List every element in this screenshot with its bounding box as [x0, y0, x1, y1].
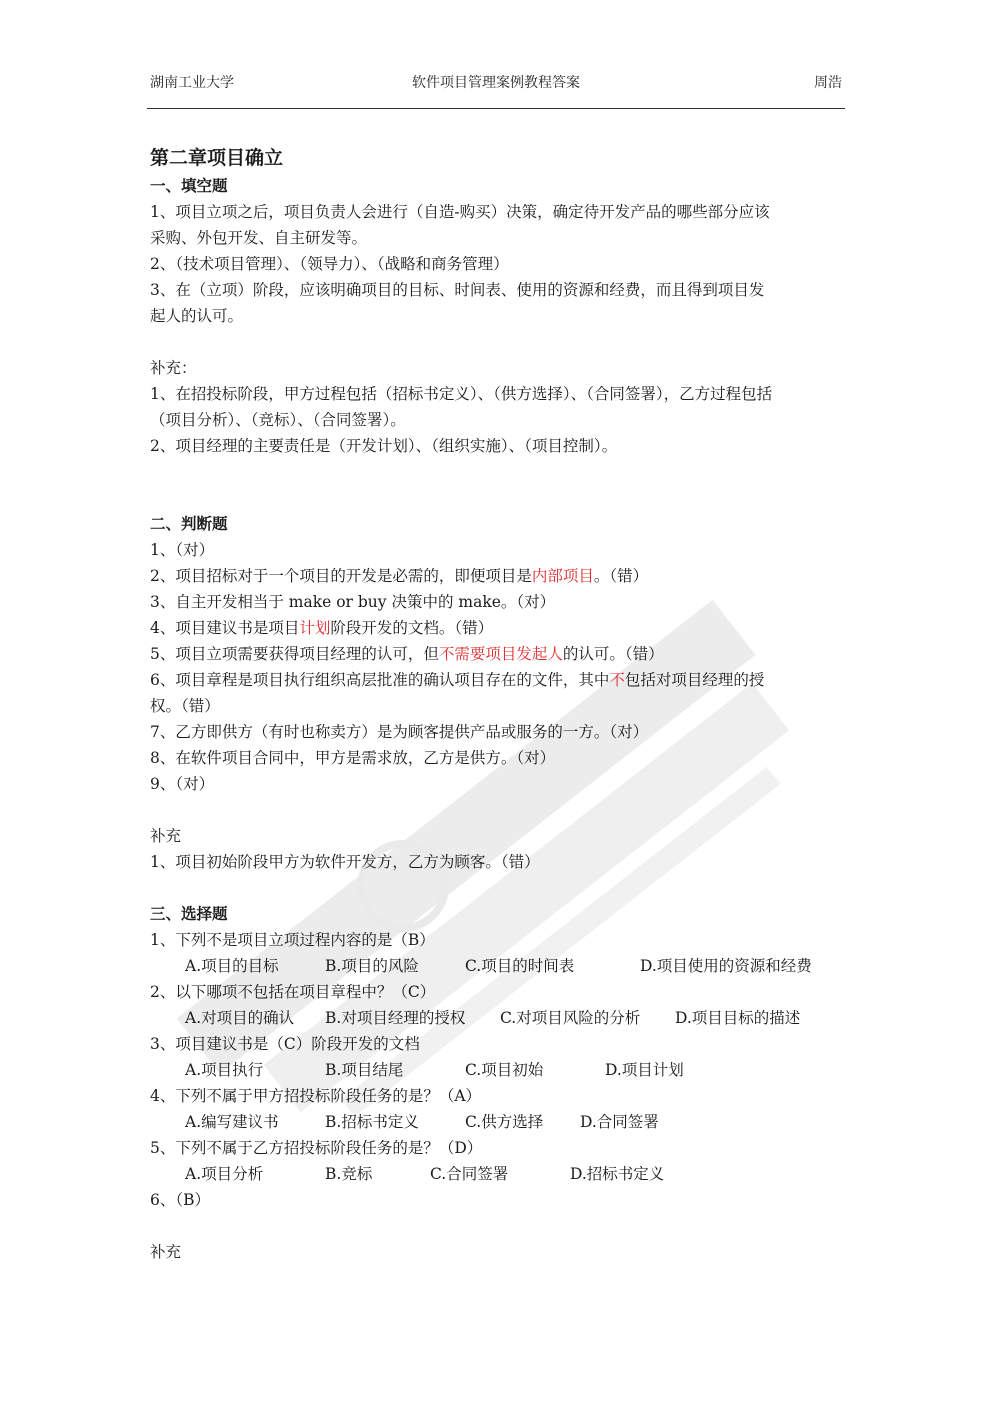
mc-q2: 2、以下哪项不包括在项目章程中？（C） [150, 983, 436, 1001]
tf-q9: 9、（对） [150, 775, 215, 793]
header-left: 湖南工业大学 [150, 75, 234, 91]
mc-q5: 5、下列不属于乙方招投标阶段任务的是？（D） [150, 1139, 483, 1157]
fill-q2: 2、（技术项目管理）、（领导力）、（战略和商务管理） [150, 255, 509, 273]
mc-q5-option-c: C.合同签署 [430, 1165, 509, 1183]
section-multiple-choice-title: 三、选择题 [150, 904, 228, 923]
header-center: 软件项目管理案例教程答案 [412, 75, 580, 91]
tf-q6-highlight: 不 [609, 671, 625, 689]
fill-supplement-label: 补充： [150, 359, 197, 377]
fill-q1-line2: 采购、外包开发、自主研发等。 [150, 229, 368, 247]
mc-q1-option-c: C.项目的时间表 [465, 957, 575, 975]
fill-sup1-line2: （项目分析）、（竞标）、（合同签署）。 [150, 411, 406, 429]
mc-supplement-label: 补充 [150, 1243, 182, 1261]
fill-q3-line2: 起人的认可。 [150, 307, 244, 325]
mc-q4-option-b: B.招标书定义 [325, 1113, 419, 1131]
tf-q1: 1、（对） [150, 541, 215, 559]
mc-q4-option-a: A.编写建议书 [185, 1113, 279, 1131]
header-rule [147, 108, 845, 109]
header-right: 周浩 [814, 75, 842, 91]
fill-sup2: 2、项目经理的主要责任是（开发计划）、（组织实施）、（项目控制）。 [150, 437, 618, 455]
mc-q1-option-a: A.项目的目标 [185, 957, 279, 975]
mc-q4: 4、下列不属于甲方招投标阶段任务的是？（A） [150, 1087, 482, 1105]
mc-q4-option-c: C.供方选择 [465, 1113, 544, 1131]
chapter-title: 第二章项目确立 [150, 147, 284, 169]
mc-q5-option-a: A.项目分析 [185, 1165, 264, 1183]
mc-q3-option-b: B.项目结尾 [325, 1061, 404, 1079]
mc-q2-option-d: D.项目目标的描述 [675, 1009, 801, 1027]
mc-q1-option-b: B.项目的风险 [325, 957, 419, 975]
tf-q8: 8、在软件项目合同中，甲方是需求放，乙方是供方。（对） [150, 749, 556, 767]
tf-q3: 3、自主开发相当于 make or buy 决策中的 make。（对） [150, 593, 556, 611]
tf-q6-line1: 6、项目章程是项目执行组织高层批准的确认项目存在的文件，其中不包括对项目经理的授 [150, 671, 765, 689]
tf-q2-highlight: 内部项目 [531, 567, 594, 585]
fill-q1-line1: 1、项目立项之后，项目负责人会进行（自造-购买）决策，确定待开发产品的哪些部分应该 [150, 203, 770, 221]
mc-q3-option-d: D.项目计划 [605, 1061, 684, 1079]
mc-q2-option-c: C.对项目风险的分析 [500, 1009, 641, 1027]
mc-q3-option-c: C.项目初始 [465, 1061, 544, 1079]
tf-q7: 7、乙方即供方（有时也称卖方）是为顾客提供产品或服务的一方。（对） [150, 723, 649, 741]
mc-q5-option-b: B.竞标 [325, 1165, 373, 1183]
mc-q5-option-d: D.招标书定义 [570, 1165, 665, 1183]
fill-q3-line1: 3、在（立项）阶段，应该明确项目的目标、时间表、使用的资源和经费，而且得到项目发 [150, 281, 765, 299]
fill-sup1-line1: 1、在招投标阶段，甲方过程包括（招标书定义）、（供方选择）、（合同签署），乙方过程包括 [150, 385, 773, 403]
tf-q6-line2: 权。（错） [150, 697, 220, 715]
tf-q4-highlight: 计划 [299, 619, 331, 637]
mc-q2-option-a: A.对项目的确认 [185, 1009, 295, 1027]
tf-q5: 5、项目立项需要获得项目经理的认可，但不需要项目发起人的认可。（错） [150, 645, 664, 663]
mc-q2-option-b: B.对项目经理的授权 [325, 1009, 466, 1027]
tf-q2: 2、项目招标对于一个项目的开发是必需的，即便项目是内部项目。（错） [150, 567, 649, 585]
section-true-false-title: 二、判断题 [150, 514, 228, 533]
mc-q3-option-a: A.项目执行 [185, 1061, 264, 1079]
mc-q1-option-d: D.项目使用的资源和经费 [640, 957, 812, 975]
mc-q3: 3、项目建议书是（C）阶段开发的文档 [150, 1035, 420, 1053]
section-fill-blank-title: 一、填空题 [150, 176, 228, 195]
tf-supplement-label: 补充 [150, 827, 182, 845]
mc-q1: 1、下列不是项目立项过程内容的是（B） [150, 931, 435, 949]
tf-sup1: 1、项目初始阶段甲方为软件开发方，乙方为顾客。（错） [150, 853, 540, 871]
tf-q5-highlight: 不需要项目发起人 [438, 645, 563, 663]
tf-q4: 4、项目建议书是项目计划阶段开发的文档。（错） [150, 619, 494, 637]
mc-q4-option-d: D.合同签署 [580, 1113, 659, 1131]
mc-q6: 6、（B） [150, 1191, 211, 1209]
